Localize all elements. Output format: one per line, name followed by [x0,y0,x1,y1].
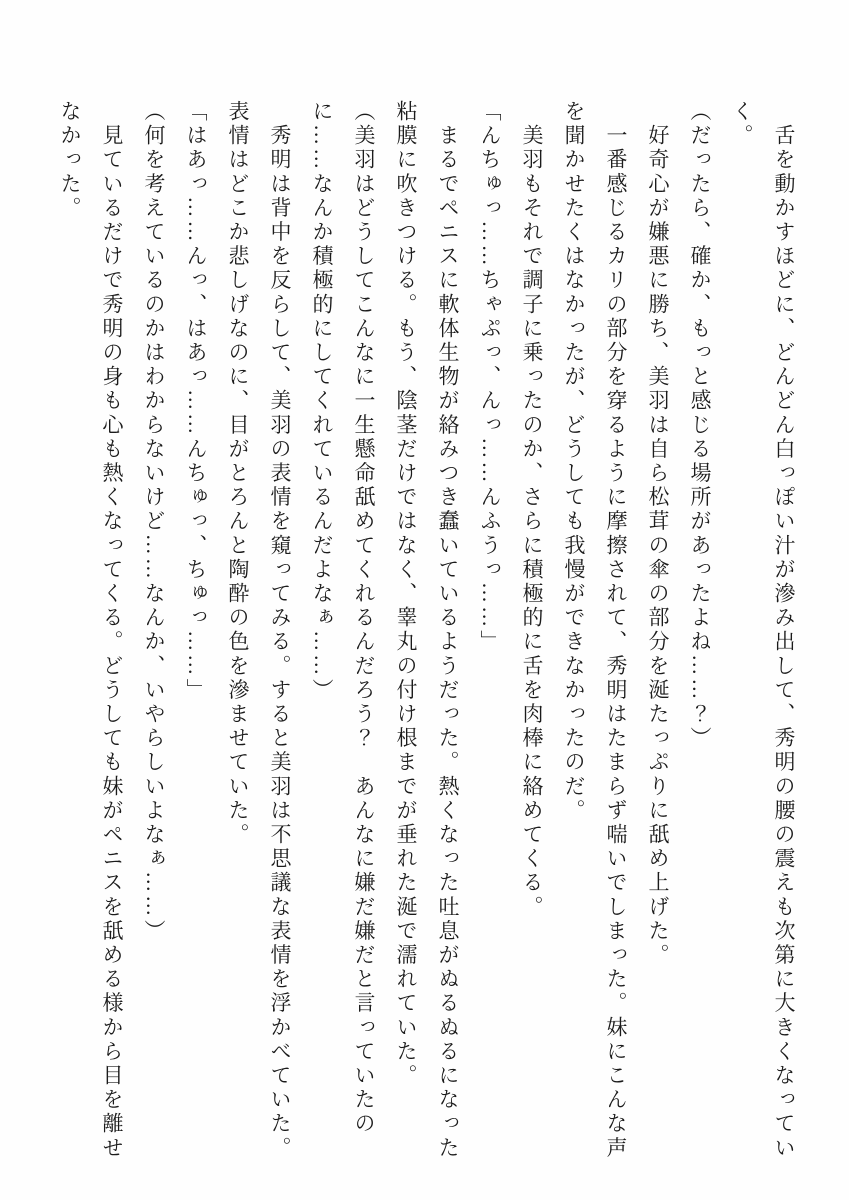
paragraph-1: 舌を動かすほどに、どんどん白っぽい汁が滲み出して、秀明の腰の震えも次第に大きくなっていく。 [730,100,796,1161]
paragraph-11: （何を考えているのかはわからないけど……なんか、いやらしいよなぁ……） [142,100,166,944]
paragraph-9: 秀明は背中を反らして、美羽の表情を窺ってみる。すると美羽は不思議な表情を浮かべていた。表情はどこか悲しげなのに、目がとろんと陶酔の色を滲ませていた。 [226,100,292,1161]
paragraph-4: 一番感じるカリの部分を穿るように摩擦されて、秀明はたまらず喘いでしまった。妹にこんな声を聞かせたくはなかったが、どうしても我慢ができなかったのだ。 [562,100,628,1161]
paragraph-12: 見ているだけで秀明の身も心も熱くなってくる。どうしても妹がペニスを舐める様から目を離せなかった。 [58,100,124,1161]
paragraph-5: 美羽もそれで調子に乗ったのか、さらに積極的に舌を肉棒に絡めてくる。 [520,100,544,920]
paragraph-3: 好奇心が嫌悪に勝ち、美羽は自ら松茸の傘の部分を涎たっぷりに舐め上げた。 [646,100,670,968]
paragraph-10: 「はあっ……んっ、はあっ……んちゅっ、ちゅっ……」 [184,100,208,703]
paragraph-6: 「んちゅっ……ちゃぷっ、んっ……んふうっ……」 [478,100,502,655]
paragraph-7: まるでペニスに軟体生物が絡みつき蠢いているようだった。熱くなった吐息がぬるぬるになった粘膜に吹きつける。もう、陰茎だけではなく、睾丸の付け根までが垂れた涎で濡れていた。 [394,100,460,1161]
paragraph-2: （だったら、確か、もっと感じる場所があったよね……？） [688,100,712,751]
paragraph-8: （美羽はどうしてこんなに一生懸命舐めてくれるんだろう？ あんなに嫌だ嫌だと言っていたのに……なんか積極的にしてくれているんだよなぁ……） [310,100,376,1137]
